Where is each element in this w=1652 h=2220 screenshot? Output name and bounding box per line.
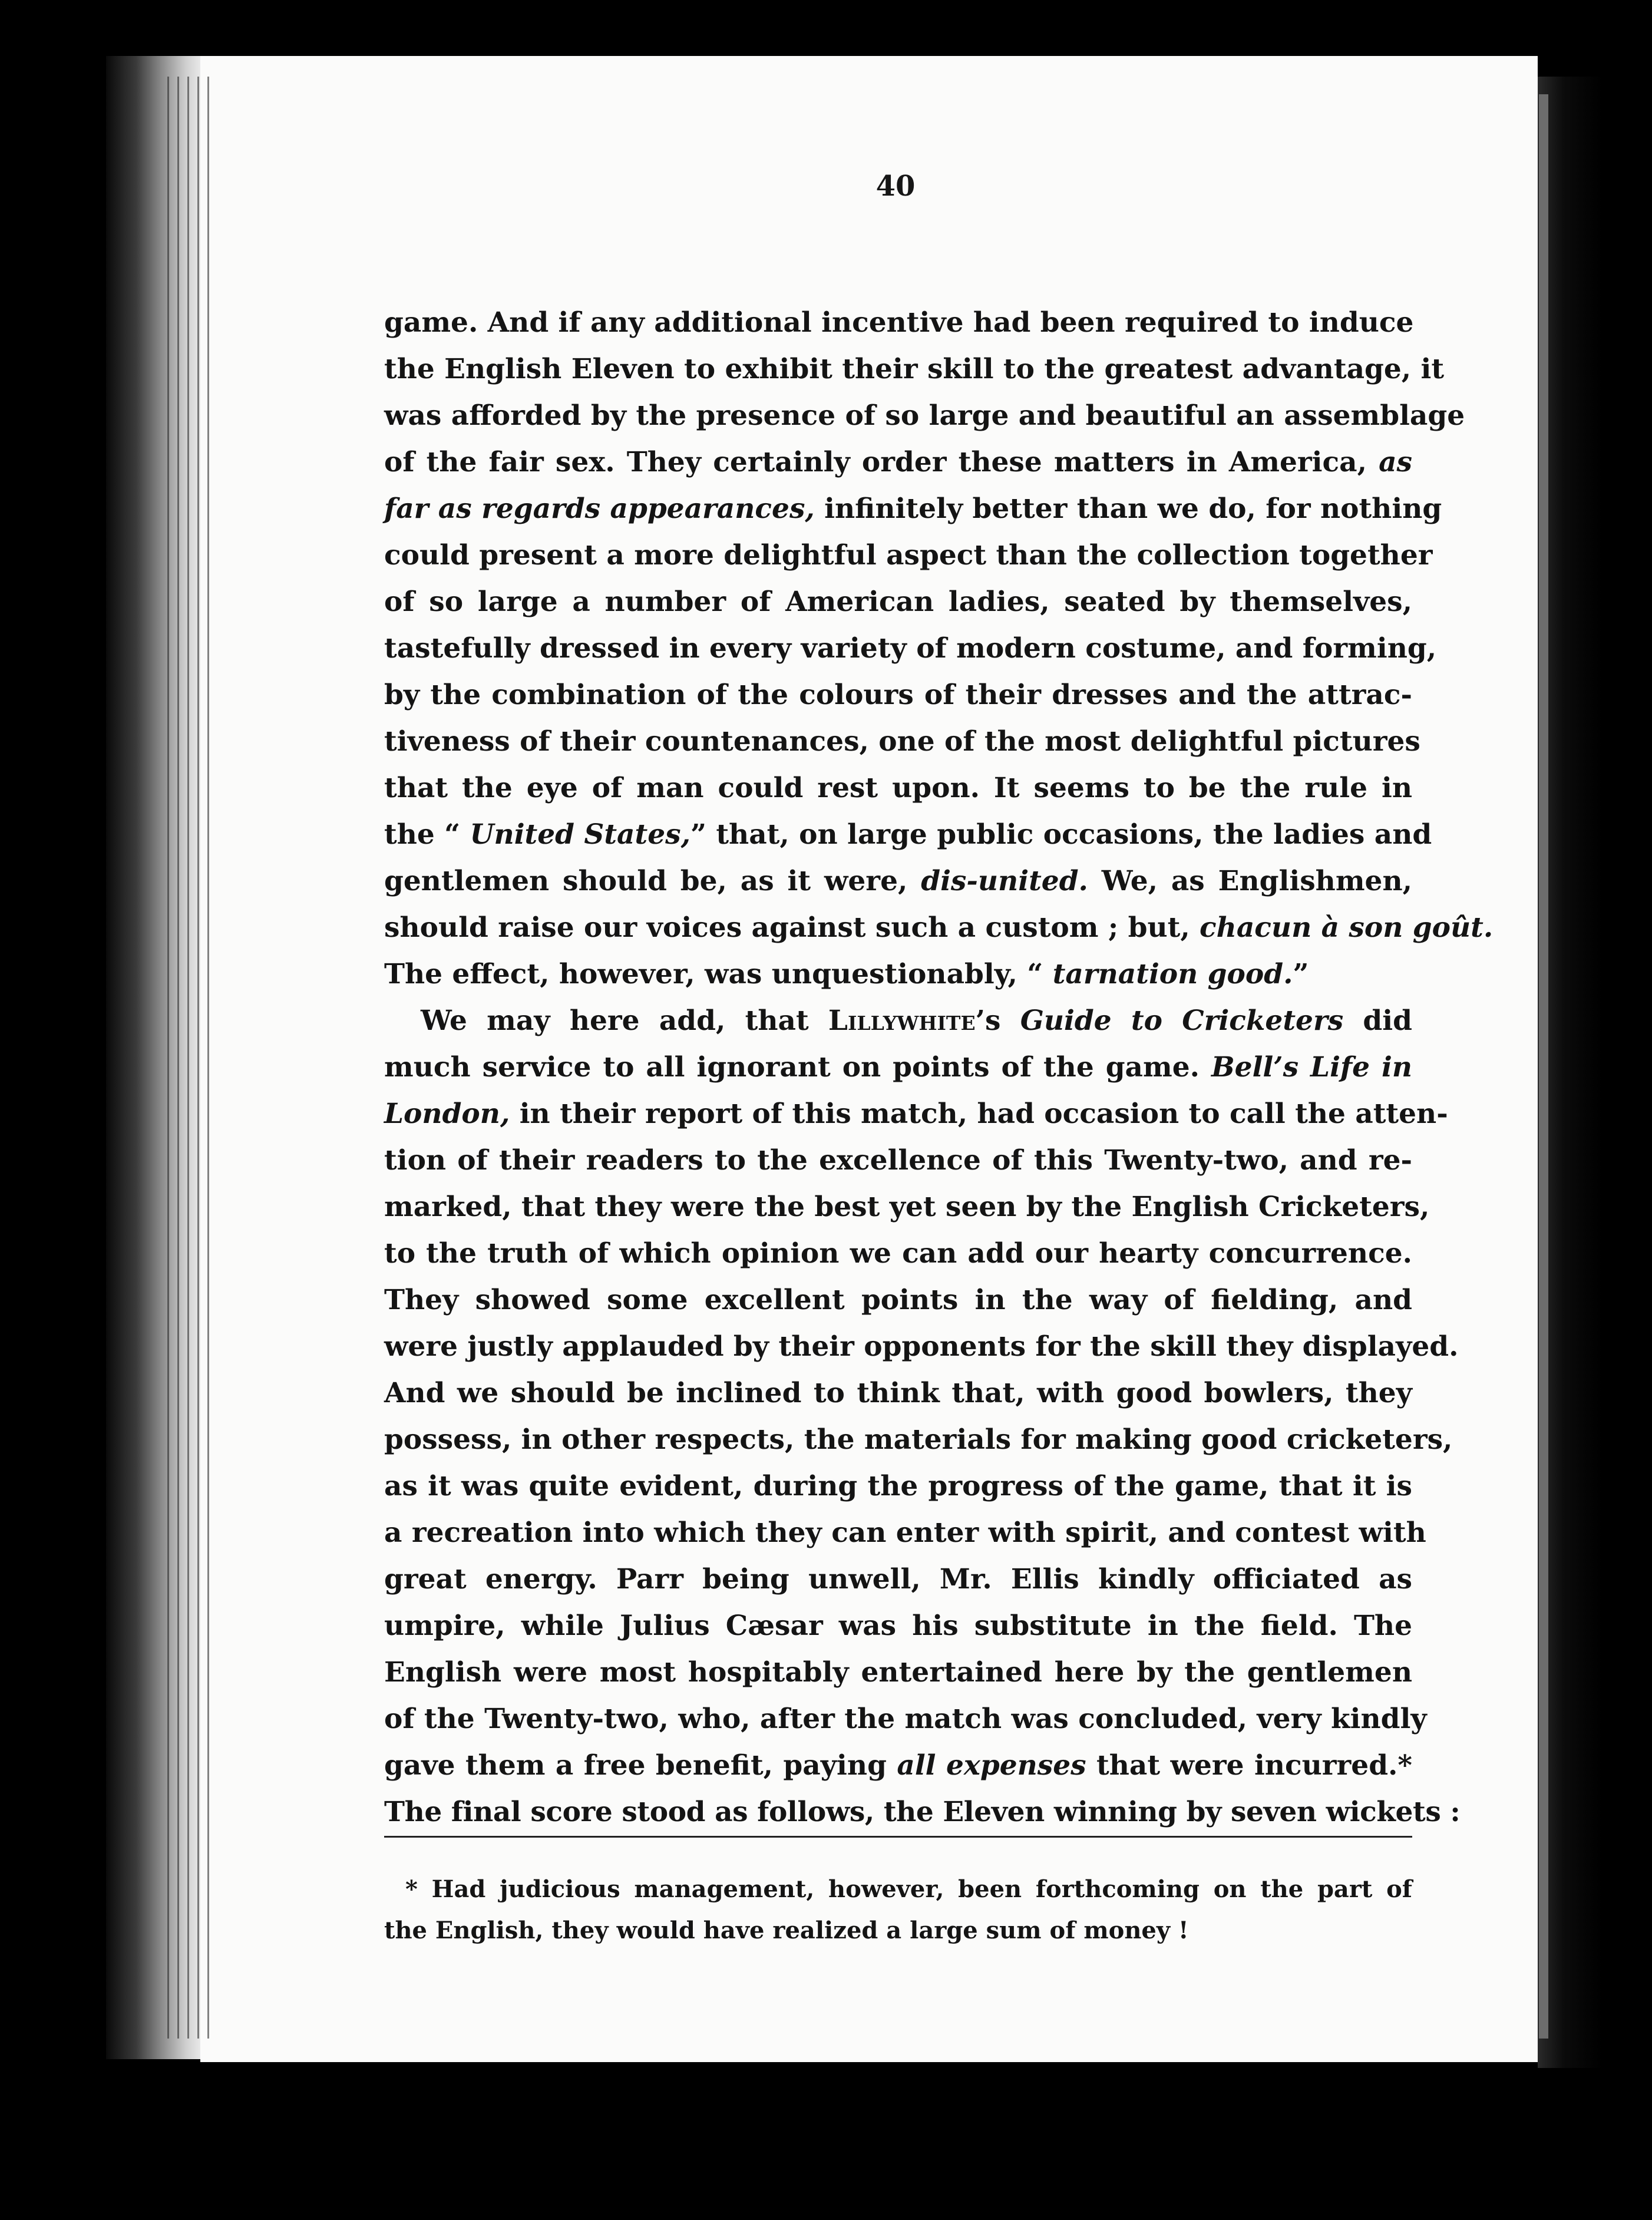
text-run: marked, that they were the best yet seen by the English Cricketers, <box>384 1191 1430 1223</box>
paragraph2-line <box>384 1696 1427 1742</box>
paragraph2-line <box>384 997 1412 1044</box>
paragraph1-line <box>384 299 1412 346</box>
text-run: The final score stood as follows, the Eleven winning by seven wickets : <box>384 1796 1461 1828</box>
text-run: tiveness of their countenances, one of the most delightful pictures <box>384 725 1420 758</box>
paragraph1-line <box>384 485 1442 532</box>
text-run: much service to all ignorant on points of the game. <box>384 1051 1211 1083</box>
paragraph1-line <box>384 858 1412 904</box>
paragraph-2 <box>384 997 1461 1835</box>
paragraph1-line <box>384 439 1412 485</box>
footnote-rule <box>384 1836 1412 1838</box>
italic-text: chacun à son goût. <box>1200 911 1494 944</box>
italic-text: far as regards appearances, <box>384 493 815 525</box>
text-run: * Had judicious management, however, been forthcoming on the part of <box>405 1875 1412 1903</box>
text-run: ” <box>1293 958 1309 990</box>
text-run: by the combination of the colours of their dresses and the attrac- <box>384 679 1412 711</box>
paragraph2-line <box>384 1556 1412 1603</box>
paragraph1-line <box>384 392 1465 439</box>
paragraph2-line <box>384 1742 1412 1789</box>
text-run: English were most hospitably entertained here by the gentlemen <box>384 1656 1412 1689</box>
text-run: umpire, while Julius Cæsar was his substitute in the field. The <box>384 1610 1412 1642</box>
paragraph1-line <box>384 532 1433 579</box>
paragraph2-line <box>384 1789 1461 1835</box>
paragraph2-line <box>384 1370 1412 1416</box>
paragraph2-line <box>384 1230 1412 1277</box>
paragraph1-line <box>384 765 1412 811</box>
italic-text: Guide to Cricketers <box>1020 1005 1344 1037</box>
text-run: could present a more delightful aspect than the collection together <box>384 539 1433 571</box>
italic-text: United States, <box>470 818 690 851</box>
page-edge-lines <box>159 77 212 2039</box>
text-run: did <box>1343 1005 1412 1037</box>
text-run: possess, in other respects, the materials for making good cricketers, <box>384 1423 1453 1456</box>
paragraph1-line <box>384 718 1420 765</box>
right-page-edge-highlight <box>1539 94 1548 2039</box>
text-run: that the eye of man could rest upon. It seems to be the rule in <box>384 772 1412 804</box>
paragraph2-line <box>384 1091 1448 1137</box>
text-run: the English, they would have realized a large sum of money ! <box>384 1917 1189 1944</box>
footnote-line <box>384 1869 1412 1910</box>
paragraph1-line <box>384 904 1494 951</box>
text-run: game. And if any additional incentive had been required to induce <box>384 306 1414 339</box>
footnote <box>384 1869 1412 1951</box>
paragraph2-line <box>384 1603 1412 1649</box>
text-run: the “ <box>384 818 470 851</box>
text-run: that were incurred.* <box>1086 1749 1412 1782</box>
italic-text: all expenses <box>897 1749 1086 1782</box>
text-run: And we should be inclined to think that, with good bowlers, they <box>384 1377 1412 1409</box>
paragraph1-line <box>384 625 1437 672</box>
text-run: infinitely better than we do, for nothing <box>814 493 1442 525</box>
text-run: We, as Englishmen, <box>1088 865 1412 897</box>
paragraph1-line <box>384 951 1412 997</box>
paragraph2-line <box>384 1184 1430 1230</box>
paragraph2-line <box>384 1277 1412 1323</box>
text-run: The effect, however, was unquestionably, “ <box>384 958 1053 990</box>
italic-text: dis-united. <box>921 865 1088 897</box>
text-run: to the truth of which opinion we can add our hearty concurrence. <box>384 1237 1412 1270</box>
text-run: as it was quite evident, during the progress of the game, that it is <box>384 1470 1412 1502</box>
paragraph2-line <box>384 1323 1459 1370</box>
text-run: They showed some excellent points in the way of fielding, and <box>384 1284 1412 1316</box>
paragraph2-line <box>384 1416 1453 1463</box>
page-number: 40 <box>875 170 916 203</box>
text-run: ’s <box>975 1005 1020 1037</box>
text-run: tion of their readers to the excellence of this Twenty-two, and re- <box>384 1144 1412 1177</box>
italic-text: Bell’s Life in <box>1211 1051 1413 1083</box>
text-run: were justly applauded by their opponents for the skill they displayed. <box>384 1330 1459 1363</box>
text-run: great energy. Parr being unwell, Mr. Ellis kindly officiated as <box>384 1563 1412 1595</box>
paragraph1-line <box>384 811 1432 858</box>
footnote-line <box>384 1910 1412 1951</box>
text-run: the English Eleven to exhibit their skill to the greatest advantage, it <box>384 353 1445 385</box>
paragraph2-line <box>384 1463 1412 1509</box>
text-run: of the fair sex. They certainly order these matters in America, <box>384 446 1379 478</box>
paragraph2-line <box>384 1649 1412 1696</box>
text-run: a recreation into which they can enter with spirit, and contest with <box>384 1517 1426 1549</box>
italic-text: London, <box>384 1098 510 1130</box>
text-run: We may here add, that <box>421 1005 828 1037</box>
small-caps-text: Lillywhite <box>828 1005 976 1037</box>
text-run: of the Twenty-two, who, after the match was concluded, very kindly <box>384 1703 1427 1735</box>
text-run: in their report of this match, had occasion to call the atten- <box>510 1098 1448 1130</box>
text-run: of so large a number of American ladies, seated by themselves, <box>384 586 1412 618</box>
paragraph1-line <box>384 672 1412 718</box>
text-run: gentlemen should be, as it were, <box>384 865 921 897</box>
paragraph2-line <box>384 1509 1426 1556</box>
text-run: was afforded by the presence of so large and beautiful an assemblage <box>384 399 1465 432</box>
italic-text: as <box>1379 446 1412 478</box>
italic-text: tarnation good. <box>1052 958 1293 990</box>
paragraph-1 <box>384 299 1494 997</box>
text-run: gave them a free benefit, paying <box>384 1749 897 1782</box>
paragraph2-line <box>384 1044 1412 1091</box>
text-run: should raise our voices against such a custom ; but, <box>384 911 1200 944</box>
text-run: tastefully dressed in every variety of modern costume, and forming, <box>384 632 1437 665</box>
paragraph2-line <box>384 1137 1412 1184</box>
paragraph1-line <box>384 346 1445 392</box>
text-run: ” that, on large public occasions, the ladies and <box>690 818 1432 851</box>
body-text <box>384 299 1494 1835</box>
paragraph1-line <box>384 579 1412 625</box>
